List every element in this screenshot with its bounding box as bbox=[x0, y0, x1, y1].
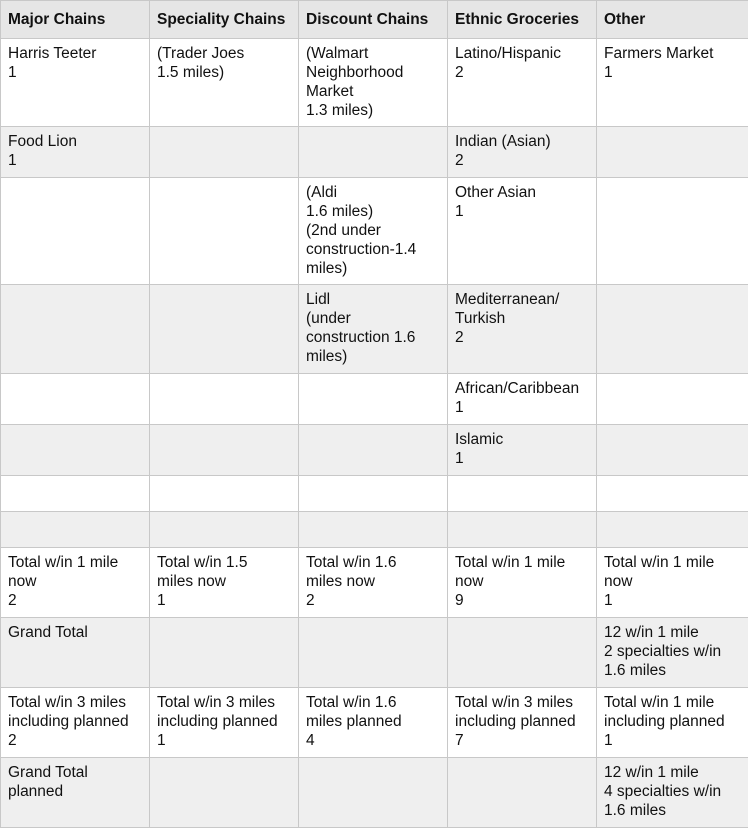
cell-text-line: 1.6 miles bbox=[604, 802, 667, 819]
cell-text-line: 9 bbox=[455, 592, 464, 609]
cell-text-line: (Walmart bbox=[306, 45, 369, 62]
table-row bbox=[1, 688, 748, 758]
cell-text-line: Farmers Market bbox=[604, 45, 714, 62]
cell-text-line: planned bbox=[8, 783, 64, 800]
table-row bbox=[1, 512, 748, 548]
cell-text-line: 1 bbox=[8, 152, 17, 169]
cell-text-line: 1 bbox=[604, 732, 613, 749]
cell-ethnic-groceries[interactable] bbox=[448, 425, 597, 476]
cell-text-line: 1 bbox=[604, 64, 613, 81]
cell-text-line: (2nd under bbox=[306, 222, 381, 239]
cell-speciality-chains[interactable] bbox=[150, 425, 299, 476]
cell-discount-chains[interactable] bbox=[299, 285, 448, 374]
cell-other[interactable] bbox=[597, 285, 748, 374]
table-row bbox=[1, 476, 748, 512]
cell-text-line: including planned bbox=[157, 713, 278, 730]
cell-text-line: 2 bbox=[455, 152, 464, 169]
cell-text-line: miles) bbox=[306, 260, 348, 277]
cell-text-line: 2 bbox=[8, 732, 17, 749]
header-major-chains: Major Chains bbox=[1, 1, 150, 39]
cell-text-line: Latino/Hispanic bbox=[455, 45, 561, 62]
cell-text-line: miles now bbox=[306, 573, 375, 590]
table-row bbox=[1, 285, 748, 374]
cell-text-line: 1 bbox=[455, 203, 464, 220]
cell-text-line: Islamic bbox=[455, 431, 504, 448]
cell-text-line: construction-1.4 bbox=[306, 241, 417, 258]
table-row bbox=[1, 618, 748, 688]
cell-other[interactable] bbox=[597, 425, 748, 476]
cell-major-chains[interactable] bbox=[1, 688, 150, 758]
header-ethnic-groceries: Ethnic Groceries bbox=[448, 1, 597, 39]
cell-text-line: Neighborhood bbox=[306, 64, 404, 81]
cell-text-line: now bbox=[8, 573, 37, 590]
cell-other[interactable] bbox=[597, 548, 748, 618]
cell-text-line: 4 bbox=[306, 732, 315, 749]
cell-speciality-chains[interactable] bbox=[150, 178, 299, 285]
cell-text-line: including planned bbox=[455, 713, 576, 730]
cell-speciality-chains[interactable] bbox=[150, 618, 299, 688]
cell-discount-chains[interactable] bbox=[299, 39, 448, 127]
cell-speciality-chains[interactable] bbox=[150, 758, 299, 828]
cell-text-line: (Aldi bbox=[306, 184, 338, 201]
table-row bbox=[1, 127, 748, 178]
cell-other[interactable] bbox=[597, 688, 748, 758]
cell-text-line: Market bbox=[306, 83, 354, 100]
cell-major-chains[interactable] bbox=[1, 127, 150, 178]
cell-text-line: including planned bbox=[8, 713, 129, 730]
cell-text-line: Total w/in 1 mile bbox=[604, 694, 715, 711]
cell-major-chains[interactable] bbox=[1, 548, 150, 618]
cell-speciality-chains[interactable] bbox=[150, 476, 299, 512]
cell-major-chains[interactable] bbox=[1, 476, 150, 512]
cell-other[interactable] bbox=[597, 758, 748, 828]
cell-major-chains[interactable] bbox=[1, 618, 150, 688]
cell-other[interactable] bbox=[597, 178, 748, 285]
cell-text-line: Other Asian bbox=[455, 184, 536, 201]
cell-text-line: Grand Total bbox=[8, 624, 88, 641]
cell-major-chains[interactable] bbox=[1, 512, 150, 548]
cell-text-line: 1 bbox=[157, 592, 166, 609]
cell-text-line: Total w/in 1 mile bbox=[455, 554, 566, 571]
cell-major-chains[interactable] bbox=[1, 39, 150, 127]
cell-text-line: 2 bbox=[455, 64, 464, 81]
cell-ethnic-groceries[interactable] bbox=[448, 618, 597, 688]
cell-discount-chains[interactable] bbox=[299, 178, 448, 285]
cell-discount-chains[interactable] bbox=[299, 688, 448, 758]
cell-other[interactable] bbox=[597, 476, 748, 512]
cell-text-line: Total w/in 3 miles bbox=[8, 694, 127, 711]
cell-text-line: 2 bbox=[8, 592, 17, 609]
cell-text-line: now bbox=[455, 573, 484, 590]
table-row bbox=[1, 178, 748, 285]
cell-text-line: miles) bbox=[306, 348, 348, 365]
cell-text-line: Indian (Asian) bbox=[455, 133, 551, 150]
cell-ethnic-groceries[interactable] bbox=[448, 127, 597, 178]
cell-major-chains[interactable] bbox=[1, 285, 150, 374]
cell-text-line: now bbox=[604, 573, 633, 590]
cell-text-line: construction 1.6 bbox=[306, 329, 416, 346]
cell-text-line: 2 specialties w/in bbox=[604, 643, 722, 660]
cell-ethnic-groceries[interactable] bbox=[448, 374, 597, 425]
cell-text-line: Total w/in 1.6 bbox=[306, 694, 397, 711]
cell-text-line: Grand Total bbox=[8, 764, 88, 781]
cell-ethnic-groceries[interactable] bbox=[448, 178, 597, 285]
cell-text-line: miles planned bbox=[306, 713, 402, 730]
header-discount-chains: Discount Chains bbox=[299, 1, 448, 39]
cell-text-line: 4 specialties w/in bbox=[604, 783, 722, 800]
cell-text-line: 1.6 miles) bbox=[306, 203, 374, 220]
cell-text-line: 2 bbox=[306, 592, 315, 609]
cell-text-line: 1 bbox=[8, 64, 17, 81]
cell-speciality-chains[interactable] bbox=[150, 688, 299, 758]
header-other: Other bbox=[597, 1, 748, 39]
cell-ethnic-groceries[interactable] bbox=[448, 688, 597, 758]
cell-text-line: 1 bbox=[157, 732, 166, 749]
cell-speciality-chains[interactable] bbox=[150, 285, 299, 374]
cell-text-line: 1 bbox=[455, 450, 464, 467]
cell-discount-chains[interactable] bbox=[299, 374, 448, 425]
cell-ethnic-groceries[interactable] bbox=[448, 285, 597, 374]
cell-text-line: African/Caribbean bbox=[455, 380, 580, 397]
cell-other[interactable] bbox=[597, 618, 748, 688]
cell-text-line: Harris Teeter bbox=[8, 45, 97, 62]
cell-speciality-chains[interactable] bbox=[150, 374, 299, 425]
cell-text-line: (under bbox=[306, 310, 351, 327]
table-row bbox=[1, 39, 748, 127]
cell-speciality-chains[interactable] bbox=[150, 39, 299, 127]
cell-discount-chains[interactable] bbox=[299, 548, 448, 618]
cell-discount-chains[interactable] bbox=[299, 476, 448, 512]
cell-ethnic-groceries[interactable] bbox=[448, 512, 597, 548]
cell-text-line: Lidl bbox=[306, 291, 331, 308]
cell-text-line: 1.6 miles bbox=[604, 662, 667, 679]
cell-ethnic-groceries[interactable] bbox=[448, 476, 597, 512]
cell-speciality-chains[interactable] bbox=[150, 127, 299, 178]
table-body bbox=[1, 39, 748, 828]
cell-text-line: 2 bbox=[455, 329, 464, 346]
cell-text-line: Total w/in 3 miles bbox=[157, 694, 276, 711]
cell-text-line: 1.3 miles) bbox=[306, 102, 374, 119]
cell-discount-chains[interactable] bbox=[299, 758, 448, 828]
table-row bbox=[1, 548, 748, 618]
cell-text-line: 1.5 miles) bbox=[157, 64, 225, 81]
cell-major-chains[interactable] bbox=[1, 178, 150, 285]
table-row bbox=[1, 758, 748, 828]
cell-ethnic-groceries[interactable] bbox=[448, 548, 597, 618]
cell-text-line: Total w/in 3 miles bbox=[455, 694, 574, 711]
cell-text-line: Mediterranean/ bbox=[455, 291, 560, 308]
cell-discount-chains[interactable] bbox=[299, 512, 448, 548]
cell-text-line: miles now bbox=[157, 573, 226, 590]
cell-other[interactable] bbox=[597, 127, 748, 178]
cell-speciality-chains[interactable] bbox=[150, 512, 299, 548]
cell-text-line: 1 bbox=[455, 399, 464, 416]
cell-ethnic-groceries[interactable] bbox=[448, 758, 597, 828]
cell-text-line: (Trader Joes bbox=[157, 45, 245, 62]
cell-text-line: Total w/in 1.6 bbox=[306, 554, 397, 571]
cell-text-line: Food Lion bbox=[8, 133, 77, 150]
cell-other[interactable] bbox=[597, 39, 748, 127]
cell-other[interactable] bbox=[597, 512, 748, 548]
cell-major-chains[interactable] bbox=[1, 758, 150, 828]
cell-text-line: Total w/in 1.5 bbox=[157, 554, 248, 571]
cell-speciality-chains[interactable] bbox=[150, 548, 299, 618]
cell-major-chains[interactable] bbox=[1, 425, 150, 476]
cell-ethnic-groceries[interactable] bbox=[448, 39, 597, 127]
cell-discount-chains[interactable] bbox=[299, 618, 448, 688]
cell-text-line: including planned bbox=[604, 713, 725, 730]
cell-text-line: Total w/in 1 mile bbox=[8, 554, 119, 571]
cell-other[interactable] bbox=[597, 374, 748, 425]
cell-text-line: 7 bbox=[455, 732, 464, 749]
cell-discount-chains[interactable] bbox=[299, 127, 448, 178]
cell-major-chains[interactable] bbox=[1, 374, 150, 425]
cell-text-line: 12 w/in 1 mile bbox=[604, 764, 699, 781]
table-row bbox=[1, 374, 748, 425]
header-speciality-chains: Speciality Chains bbox=[150, 1, 299, 39]
cell-discount-chains[interactable] bbox=[299, 425, 448, 476]
cell-text-line: Turkish bbox=[455, 310, 506, 327]
header-row bbox=[1, 1, 748, 39]
cell-text-line: 1 bbox=[604, 592, 613, 609]
cell-text-line: 12 w/in 1 mile bbox=[604, 624, 699, 641]
table-row bbox=[1, 425, 748, 476]
cell-text-line: Total w/in 1 mile bbox=[604, 554, 715, 571]
